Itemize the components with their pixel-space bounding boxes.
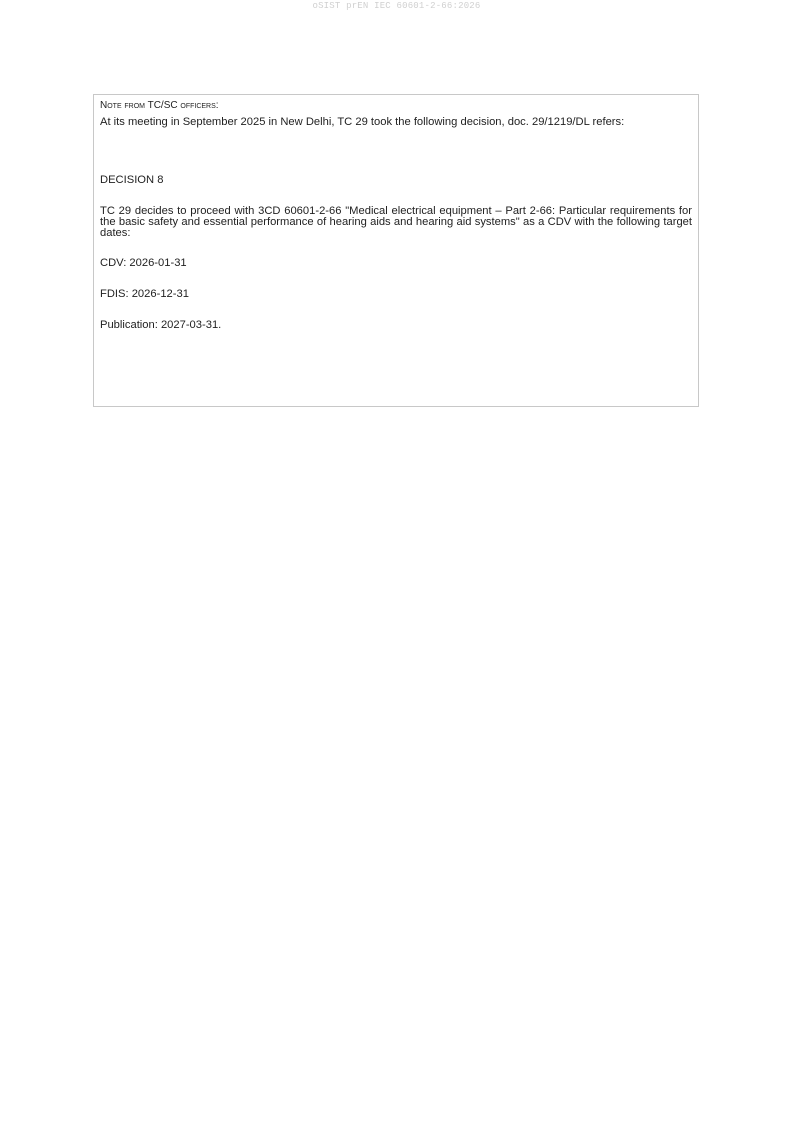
publication-date: Publication: 2027-03-31. [100,319,222,331]
decision-title: DECISION 8 [100,174,164,186]
document-watermark: oSIST prEN IEC 60601-2-66:2026 [312,1,481,11]
intro-paragraph: At its meeting in September 2025 in New Delhi, TC 29 took the following decision, doc. 29/1219/DL refers: [100,116,625,128]
fdis-date: FDIS: 2026-12-31 [100,288,189,300]
note-heading: Note from TC/SC officers: [100,100,219,111]
cdv-date: CDV: 2026-01-31 [100,257,187,269]
decision-text: TC 29 decides to proceed with 3CD 60601-2-66 "Medical electrical equipment – Part 2-66: Particular requirements for the basic safety and essential performance of hearing aids and hearing aid systems" as a CDV with the following target dates: [100,205,692,239]
note-box [93,94,699,407]
